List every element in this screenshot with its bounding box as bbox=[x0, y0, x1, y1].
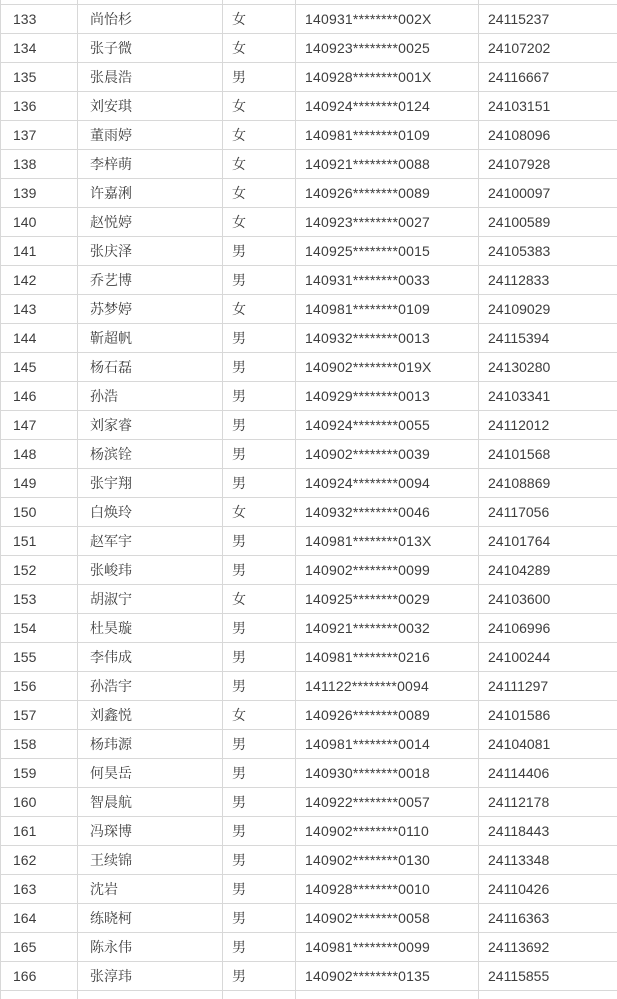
registration-number-cell: 24103600 bbox=[479, 585, 617, 614]
row-index-cell: 159 bbox=[1, 759, 78, 788]
gender-cell: 女 bbox=[223, 34, 296, 63]
row-index-cell: 152 bbox=[1, 556, 78, 585]
table-row bbox=[1, 788, 617, 817]
registration-number-cell: 24108096 bbox=[479, 121, 617, 150]
id-number-cell: 140928********0010 bbox=[296, 875, 479, 904]
id-number-cell: 140981********013X bbox=[296, 527, 479, 556]
table-row bbox=[1, 817, 617, 846]
gender-cell: 男 bbox=[223, 63, 296, 92]
id-number-cell: 140921********0088 bbox=[296, 150, 479, 179]
registration-number-cell: 24113692 bbox=[479, 933, 617, 962]
row-index-cell: 135 bbox=[1, 63, 78, 92]
student-name-cell: 张晨浩 bbox=[78, 63, 223, 92]
id-number-cell: 140923********0025 bbox=[296, 34, 479, 63]
row-index-cell: 155 bbox=[1, 643, 78, 672]
gender-cell: 男 bbox=[223, 324, 296, 353]
table-row bbox=[1, 469, 617, 498]
id-number-cell: 140902********0058 bbox=[296, 904, 479, 933]
gender-cell: 男 bbox=[223, 411, 296, 440]
row-index-cell: 153 bbox=[1, 585, 78, 614]
row-index-cell: 158 bbox=[1, 730, 78, 759]
id-number-cell: 140902********0130 bbox=[296, 846, 479, 875]
registration-number-cell: 24111297 bbox=[479, 672, 617, 701]
student-name-cell: 刘鑫悦 bbox=[78, 701, 223, 730]
student-name-cell: 尚怡杉 bbox=[78, 5, 223, 34]
table-row bbox=[1, 121, 617, 150]
gender-cell: 女 bbox=[223, 701, 296, 730]
table-row bbox=[1, 34, 617, 63]
row-index-cell: 165 bbox=[1, 933, 78, 962]
registration-number-cell: 24107202 bbox=[479, 34, 617, 63]
table-row bbox=[1, 324, 617, 353]
row-index-cell: 138 bbox=[1, 150, 78, 179]
student-name-cell: 杨滨铨 bbox=[78, 440, 223, 469]
id-number-cell: 140902********0110 bbox=[296, 817, 479, 846]
row-index-cell: 133 bbox=[1, 5, 78, 34]
student-name-cell: 张宇翔 bbox=[78, 469, 223, 498]
row-index-cell: 134 bbox=[1, 34, 78, 63]
row-index-cell: 157 bbox=[1, 701, 78, 730]
registration-number-cell: 24103151 bbox=[479, 92, 617, 121]
row-index-cell: 160 bbox=[1, 788, 78, 817]
table-row bbox=[1, 933, 617, 962]
table-row bbox=[1, 730, 617, 759]
table-row bbox=[1, 382, 617, 411]
partial-row-bottom bbox=[1, 991, 617, 999]
row-index-cell: 156 bbox=[1, 672, 78, 701]
registration-number-cell: 24112178 bbox=[479, 788, 617, 817]
id-number-cell: 140924********0094 bbox=[296, 469, 479, 498]
table-row bbox=[1, 585, 617, 614]
table-row bbox=[1, 846, 617, 875]
registration-number-cell: 24107928 bbox=[479, 150, 617, 179]
id-number-cell: 140981********0216 bbox=[296, 643, 479, 672]
gender-cell: 男 bbox=[223, 875, 296, 904]
id-number-cell: 140902********019X bbox=[296, 353, 479, 382]
gender-cell: 男 bbox=[223, 266, 296, 295]
registration-number-cell: 24115394 bbox=[479, 324, 617, 353]
row-index-cell: 137 bbox=[1, 121, 78, 150]
gender-cell: 女 bbox=[223, 121, 296, 150]
gender-cell: 女 bbox=[223, 498, 296, 527]
student-name-cell: 刘家睿 bbox=[78, 411, 223, 440]
student-name-cell: 孙浩宇 bbox=[78, 672, 223, 701]
row-index-cell: 162 bbox=[1, 846, 78, 875]
student-name-cell: 智晨航 bbox=[78, 788, 223, 817]
student-name-cell: 张峻玮 bbox=[78, 556, 223, 585]
registration-number-cell: 24110426 bbox=[479, 875, 617, 904]
student-name-cell: 许嘉浰 bbox=[78, 179, 223, 208]
table-row bbox=[1, 962, 617, 991]
gender-cell: 女 bbox=[223, 585, 296, 614]
registration-number-cell: 24101586 bbox=[479, 701, 617, 730]
table-row bbox=[1, 266, 617, 295]
student-name-cell: 杨玮源 bbox=[78, 730, 223, 759]
registration-number-cell: 24118443 bbox=[479, 817, 617, 846]
row-index-cell: 148 bbox=[1, 440, 78, 469]
gender-cell: 男 bbox=[223, 846, 296, 875]
id-number-cell: 140929********0013 bbox=[296, 382, 479, 411]
table-row bbox=[1, 614, 617, 643]
registration-number-cell: 24106996 bbox=[479, 614, 617, 643]
registration-number-cell: 24104289 bbox=[479, 556, 617, 585]
id-number-cell: 140926********0089 bbox=[296, 179, 479, 208]
gender-cell: 女 bbox=[223, 208, 296, 237]
table-row bbox=[1, 63, 617, 92]
registration-number-cell: 24100244 bbox=[479, 643, 617, 672]
row-index-cell: 149 bbox=[1, 469, 78, 498]
partial-cell bbox=[1, 991, 78, 999]
table-row bbox=[1, 179, 617, 208]
registration-number-cell: 24114406 bbox=[479, 759, 617, 788]
registration-number-cell: 24109029 bbox=[479, 295, 617, 324]
student-name-cell: 冯琛博 bbox=[78, 817, 223, 846]
id-number-cell: 140923********0027 bbox=[296, 208, 479, 237]
row-index-cell: 143 bbox=[1, 295, 78, 324]
table-row bbox=[1, 440, 617, 469]
id-number-cell: 140932********0013 bbox=[296, 324, 479, 353]
registration-number-cell: 24101568 bbox=[479, 440, 617, 469]
student-name-cell: 练晓柯 bbox=[78, 904, 223, 933]
partial-cell bbox=[223, 991, 296, 999]
gender-cell: 男 bbox=[223, 643, 296, 672]
id-number-cell: 140926********0089 bbox=[296, 701, 479, 730]
gender-cell: 女 bbox=[223, 295, 296, 324]
table-row bbox=[1, 5, 617, 34]
row-index-cell: 147 bbox=[1, 411, 78, 440]
id-number-cell: 140902********0099 bbox=[296, 556, 479, 585]
gender-cell: 男 bbox=[223, 759, 296, 788]
registration-number-cell: 24100097 bbox=[479, 179, 617, 208]
id-number-cell: 140924********0124 bbox=[296, 92, 479, 121]
student-name-cell: 张庆泽 bbox=[78, 237, 223, 266]
student-name-cell: 张子微 bbox=[78, 34, 223, 63]
id-number-cell: 140981********0099 bbox=[296, 933, 479, 962]
partial-cell bbox=[479, 991, 617, 999]
row-index-cell: 164 bbox=[1, 904, 78, 933]
student-name-cell: 靳超帆 bbox=[78, 324, 223, 353]
table-row bbox=[1, 527, 617, 556]
partial-cell bbox=[78, 991, 223, 999]
registration-number-cell: 24100589 bbox=[479, 208, 617, 237]
row-index-cell: 146 bbox=[1, 382, 78, 411]
row-index-cell: 139 bbox=[1, 179, 78, 208]
id-number-cell: 140921********0032 bbox=[296, 614, 479, 643]
id-number-cell: 140930********0018 bbox=[296, 759, 479, 788]
registration-number-cell: 24101764 bbox=[479, 527, 617, 556]
registration-number-cell: 24130280 bbox=[479, 353, 617, 382]
partial-cell bbox=[296, 991, 479, 999]
registration-number-cell: 24116363 bbox=[479, 904, 617, 933]
student-name-cell: 胡淑宁 bbox=[78, 585, 223, 614]
table-row bbox=[1, 295, 617, 324]
id-number-cell: 141122********0094 bbox=[296, 672, 479, 701]
gender-cell: 女 bbox=[223, 179, 296, 208]
table-row bbox=[1, 556, 617, 585]
student-name-cell: 董雨婷 bbox=[78, 121, 223, 150]
table-row bbox=[1, 672, 617, 701]
student-name-cell: 白焕玲 bbox=[78, 498, 223, 527]
gender-cell: 男 bbox=[223, 904, 296, 933]
registration-number-cell: 24104081 bbox=[479, 730, 617, 759]
id-number-cell: 140902********0039 bbox=[296, 440, 479, 469]
registration-number-cell: 24112833 bbox=[479, 266, 617, 295]
id-number-cell: 140924********0055 bbox=[296, 411, 479, 440]
student-name-cell: 杜昊璇 bbox=[78, 614, 223, 643]
registration-number-cell: 24105383 bbox=[479, 237, 617, 266]
table-row bbox=[1, 92, 617, 121]
student-name-cell: 赵悦婷 bbox=[78, 208, 223, 237]
gender-cell: 男 bbox=[223, 730, 296, 759]
row-index-cell: 142 bbox=[1, 266, 78, 295]
gender-cell: 男 bbox=[223, 527, 296, 556]
id-number-cell: 140981********0109 bbox=[296, 121, 479, 150]
row-index-cell: 166 bbox=[1, 962, 78, 991]
student-name-cell: 王续锦 bbox=[78, 846, 223, 875]
gender-cell: 男 bbox=[223, 353, 296, 382]
student-name-cell: 乔艺博 bbox=[78, 266, 223, 295]
id-number-cell: 140981********0109 bbox=[296, 295, 479, 324]
gender-cell: 女 bbox=[223, 150, 296, 179]
gender-cell: 男 bbox=[223, 672, 296, 701]
student-name-cell: 沈岩 bbox=[78, 875, 223, 904]
gender-cell: 男 bbox=[223, 788, 296, 817]
student-name-cell: 李伟成 bbox=[78, 643, 223, 672]
registration-number-cell: 24115855 bbox=[479, 962, 617, 991]
gender-cell: 女 bbox=[223, 5, 296, 34]
row-index-cell: 161 bbox=[1, 817, 78, 846]
student-name-cell: 杨石磊 bbox=[78, 353, 223, 382]
row-index-cell: 141 bbox=[1, 237, 78, 266]
gender-cell: 男 bbox=[223, 614, 296, 643]
registration-number-cell: 24117056 bbox=[479, 498, 617, 527]
table-row bbox=[1, 150, 617, 179]
registration-number-cell: 24112012 bbox=[479, 411, 617, 440]
registration-number-cell: 24103341 bbox=[479, 382, 617, 411]
row-index-cell: 140 bbox=[1, 208, 78, 237]
table-row bbox=[1, 904, 617, 933]
table-row bbox=[1, 643, 617, 672]
student-name-cell: 赵军宇 bbox=[78, 527, 223, 556]
registration-number-cell: 24116667 bbox=[479, 63, 617, 92]
id-number-cell: 140931********0033 bbox=[296, 266, 479, 295]
student-name-cell: 张淳玮 bbox=[78, 962, 223, 991]
table-row bbox=[1, 237, 617, 266]
id-number-cell: 140981********0014 bbox=[296, 730, 479, 759]
student-name-cell: 李梓萌 bbox=[78, 150, 223, 179]
registration-number-cell: 24113348 bbox=[479, 846, 617, 875]
row-index-cell: 145 bbox=[1, 353, 78, 382]
table-row bbox=[1, 759, 617, 788]
row-index-cell: 163 bbox=[1, 875, 78, 904]
id-number-cell: 140928********001X bbox=[296, 63, 479, 92]
student-name-cell: 何昊岳 bbox=[78, 759, 223, 788]
table-row bbox=[1, 498, 617, 527]
gender-cell: 男 bbox=[223, 440, 296, 469]
gender-cell: 女 bbox=[223, 92, 296, 121]
table-row bbox=[1, 411, 617, 440]
id-number-cell: 140925********0015 bbox=[296, 237, 479, 266]
student-name-cell: 苏梦婷 bbox=[78, 295, 223, 324]
gender-cell: 男 bbox=[223, 817, 296, 846]
student-name-cell: 孙浩 bbox=[78, 382, 223, 411]
id-number-cell: 140925********0029 bbox=[296, 585, 479, 614]
row-index-cell: 154 bbox=[1, 614, 78, 643]
id-number-cell: 140902********0135 bbox=[296, 962, 479, 991]
gender-cell: 男 bbox=[223, 382, 296, 411]
gender-cell: 男 bbox=[223, 933, 296, 962]
row-index-cell: 144 bbox=[1, 324, 78, 353]
row-index-cell: 136 bbox=[1, 92, 78, 121]
registration-number-cell: 24115237 bbox=[479, 5, 617, 34]
row-index-cell: 150 bbox=[1, 498, 78, 527]
gender-cell: 男 bbox=[223, 556, 296, 585]
table-row bbox=[1, 353, 617, 382]
gender-cell: 男 bbox=[223, 469, 296, 498]
id-number-cell: 140931********002X bbox=[296, 5, 479, 34]
student-name-cell: 刘安琪 bbox=[78, 92, 223, 121]
table-row bbox=[1, 701, 617, 730]
id-number-cell: 140932********0046 bbox=[296, 498, 479, 527]
gender-cell: 男 bbox=[223, 962, 296, 991]
gender-cell: 男 bbox=[223, 237, 296, 266]
row-index-cell: 151 bbox=[1, 527, 78, 556]
id-number-cell: 140922********0057 bbox=[296, 788, 479, 817]
table-row bbox=[1, 875, 617, 904]
registration-number-cell: 24108869 bbox=[479, 469, 617, 498]
table-row bbox=[1, 208, 617, 237]
student-name-cell: 陈永伟 bbox=[78, 933, 223, 962]
